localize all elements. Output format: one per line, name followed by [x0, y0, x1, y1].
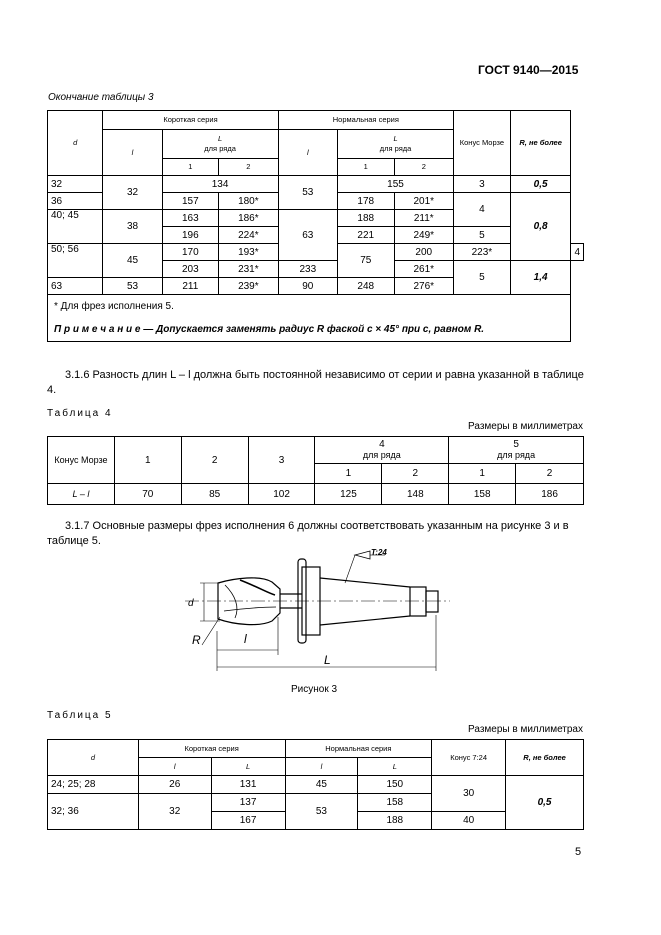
row2-short: 2: [219, 159, 279, 176]
row-label: для ряда: [497, 450, 536, 460]
col-L-short: L: [211, 758, 285, 776]
cell-l-short: 26: [138, 776, 211, 794]
label-d: d: [188, 598, 194, 609]
cell-L1: 196: [162, 227, 219, 244]
table3-footnote: * Для фрез исполнения 5.: [48, 295, 571, 318]
col-r-max: R, не более: [506, 740, 584, 776]
cell-L-short: 134: [162, 176, 278, 193]
table5: [47, 739, 584, 830]
cell-d: 63: [48, 278, 103, 295]
figure-3-caption: Рисунок 3: [291, 684, 338, 695]
standard-number: ГОСТ 9140—2015: [478, 63, 579, 77]
row-label: для ряда: [379, 144, 412, 153]
table4-units: Размеры в миллиметрах: [468, 421, 583, 432]
col-4-row2: 2: [382, 464, 449, 484]
cell-L-normal: 158: [358, 794, 432, 812]
cell-L-normal: 188: [358, 812, 432, 830]
note-label: П р и м е ч а н и е: [54, 323, 141, 335]
cell-L1: 203: [162, 261, 219, 278]
col-normal-series: Нормальная серия: [278, 111, 453, 130]
value-cell: 158: [449, 484, 516, 505]
cell-cone: 4: [571, 244, 584, 261]
cell-r: 0,8: [510, 193, 571, 261]
col-normal-series: Нормальная серия: [285, 740, 432, 758]
cell-cone: 5: [454, 261, 511, 295]
label-R: R: [192, 633, 201, 647]
cell-l-normal: 53: [278, 176, 337, 210]
col-l-short: l: [138, 758, 211, 776]
cell-N1: 233: [278, 261, 337, 278]
label-L: L: [324, 653, 331, 667]
cell-r: 0,5: [506, 776, 584, 830]
col-r-max: R, не более: [510, 111, 571, 176]
table5-units: Размеры в миллиметрах: [468, 724, 583, 735]
label-l: l: [244, 632, 247, 646]
cell-l-short: 32: [103, 176, 162, 210]
cell-r: 1,4: [510, 261, 571, 295]
cell-l-normal: 53: [285, 794, 358, 830]
cell-l-normal: 45: [285, 776, 358, 794]
col-4-row1: 1: [315, 464, 382, 484]
table5-caption: Таблица 5: [47, 710, 113, 721]
cell-L-short: 167: [211, 812, 285, 830]
cell-cone: 5: [454, 227, 511, 244]
cell-d: 36: [48, 193, 103, 210]
col-d: d: [48, 111, 103, 176]
col-short-series: Короткая серия: [138, 740, 285, 758]
cell-d: 32: [48, 176, 103, 193]
cell-N2: 276*: [394, 278, 454, 295]
cell-l-short: 38: [103, 210, 162, 244]
col-l-normal: l: [278, 130, 337, 176]
cell-d: 24; 25; 28: [48, 776, 139, 794]
cell-l-short: 45: [103, 244, 162, 278]
col-5: [449, 437, 584, 464]
cell-N1: 200: [394, 244, 454, 261]
paragraph-3-1-6: 3.1.6 Разность длин L – l должна быть постоянной независимо от серии и равна указанной в таблице 4.: [47, 369, 584, 396]
cell-N2: 261*: [394, 261, 454, 278]
table3-note: [48, 317, 571, 342]
cell-L2: 180*: [219, 193, 279, 210]
col-5-row1: 1: [449, 464, 516, 484]
cell-N1: 188: [338, 210, 395, 227]
row-L-minus-l: L – l: [48, 484, 115, 505]
table3-caption: Окончание таблицы 3: [48, 92, 154, 103]
cell-l-normal: 90: [278, 278, 337, 295]
col-L-short: [162, 130, 278, 159]
label-taper: T:24: [371, 548, 387, 557]
cell-d: 40; 45: [48, 210, 103, 244]
col-L-normal: L: [358, 758, 432, 776]
cell-N2: 249*: [394, 227, 454, 244]
paragraph-3-1-7: 3.1.7 Основные размеры фрез исполнения 6 должны соответствовать указанным на рисунке 3 и в таблице 5.: [47, 520, 569, 547]
cell-cone: 3: [454, 176, 511, 193]
cell-L2: 231*: [219, 261, 279, 278]
col-morse-cone: Конус Морзе: [48, 437, 115, 484]
col-5-label: 5: [513, 439, 519, 450]
page-number: 5: [575, 846, 582, 858]
cell-L1: 157: [162, 193, 219, 210]
cell-cone: 4: [454, 193, 511, 227]
cell-cone: 40: [432, 812, 506, 830]
col-4-label: 4: [379, 439, 385, 450]
cell-l-normal: 75: [338, 244, 395, 278]
cell-L1: 170: [162, 244, 219, 261]
cell-r: 0,5: [510, 176, 571, 193]
col-cone: Конус 7:24: [432, 740, 506, 776]
row1-normal: 1: [338, 159, 395, 176]
cell-N1: 248: [338, 278, 395, 295]
value-cell: 70: [114, 484, 181, 505]
row2-normal: 2: [394, 159, 454, 176]
value-cell: 148: [382, 484, 449, 505]
col-4: [315, 437, 449, 464]
row1-short: 1: [162, 159, 219, 176]
cell-L1: 211: [162, 278, 219, 295]
cell-N2: 211*: [394, 210, 454, 227]
table3: [47, 110, 584, 342]
cell-d: 50; 56: [48, 244, 103, 278]
cell-L2: 239*: [219, 278, 279, 295]
value-cell: 125: [315, 484, 382, 505]
col-2: 2: [181, 437, 248, 484]
col-d: d: [48, 740, 139, 776]
value-cell: 102: [248, 484, 315, 505]
col-L-normal: [338, 130, 454, 159]
cell-L-short: 131: [211, 776, 285, 794]
col-short-series: Короткая серия: [103, 111, 278, 130]
cell-N1: 221: [338, 227, 395, 244]
cell-L2: 224*: [219, 227, 279, 244]
col-1: 1: [114, 437, 181, 484]
cell-L-short: 137: [211, 794, 285, 812]
col-l-short: l: [103, 130, 162, 176]
row-label: для ряда: [362, 450, 401, 460]
cell-N1: 178: [338, 193, 395, 210]
col-l-normal: l: [285, 758, 358, 776]
cell-L1: 163: [162, 210, 219, 227]
table4: [47, 436, 584, 505]
cell-cone: 30: [432, 776, 506, 812]
L-symbol: L: [393, 134, 398, 143]
value-cell: 186: [516, 484, 584, 505]
cell-N2: 201*: [394, 193, 454, 210]
cell-l-normal: 63: [278, 210, 337, 261]
cell-N2: 223*: [454, 244, 511, 261]
cell-L2: 193*: [219, 244, 279, 261]
cell-d: 32; 36: [48, 794, 139, 830]
table4-caption: Таблица 4: [47, 408, 113, 419]
L-symbol: L: [218, 134, 223, 143]
note-text: — Допускается заменять радиус R фаской с × 45° при с, равном R.: [143, 323, 485, 335]
cell-L-normal: 155: [338, 176, 454, 193]
cell-l-short: 32: [138, 794, 211, 830]
cell-L2: 186*: [219, 210, 279, 227]
col-5-row2: 2: [516, 464, 584, 484]
value-cell: 85: [181, 484, 248, 505]
cell-l-short: 53: [103, 278, 162, 295]
col-3: 3: [248, 437, 315, 484]
row-label: для ряда: [204, 144, 236, 153]
col-morse-cone: Конус Морзе: [454, 111, 511, 176]
cell-L-normal: 150: [358, 776, 432, 794]
